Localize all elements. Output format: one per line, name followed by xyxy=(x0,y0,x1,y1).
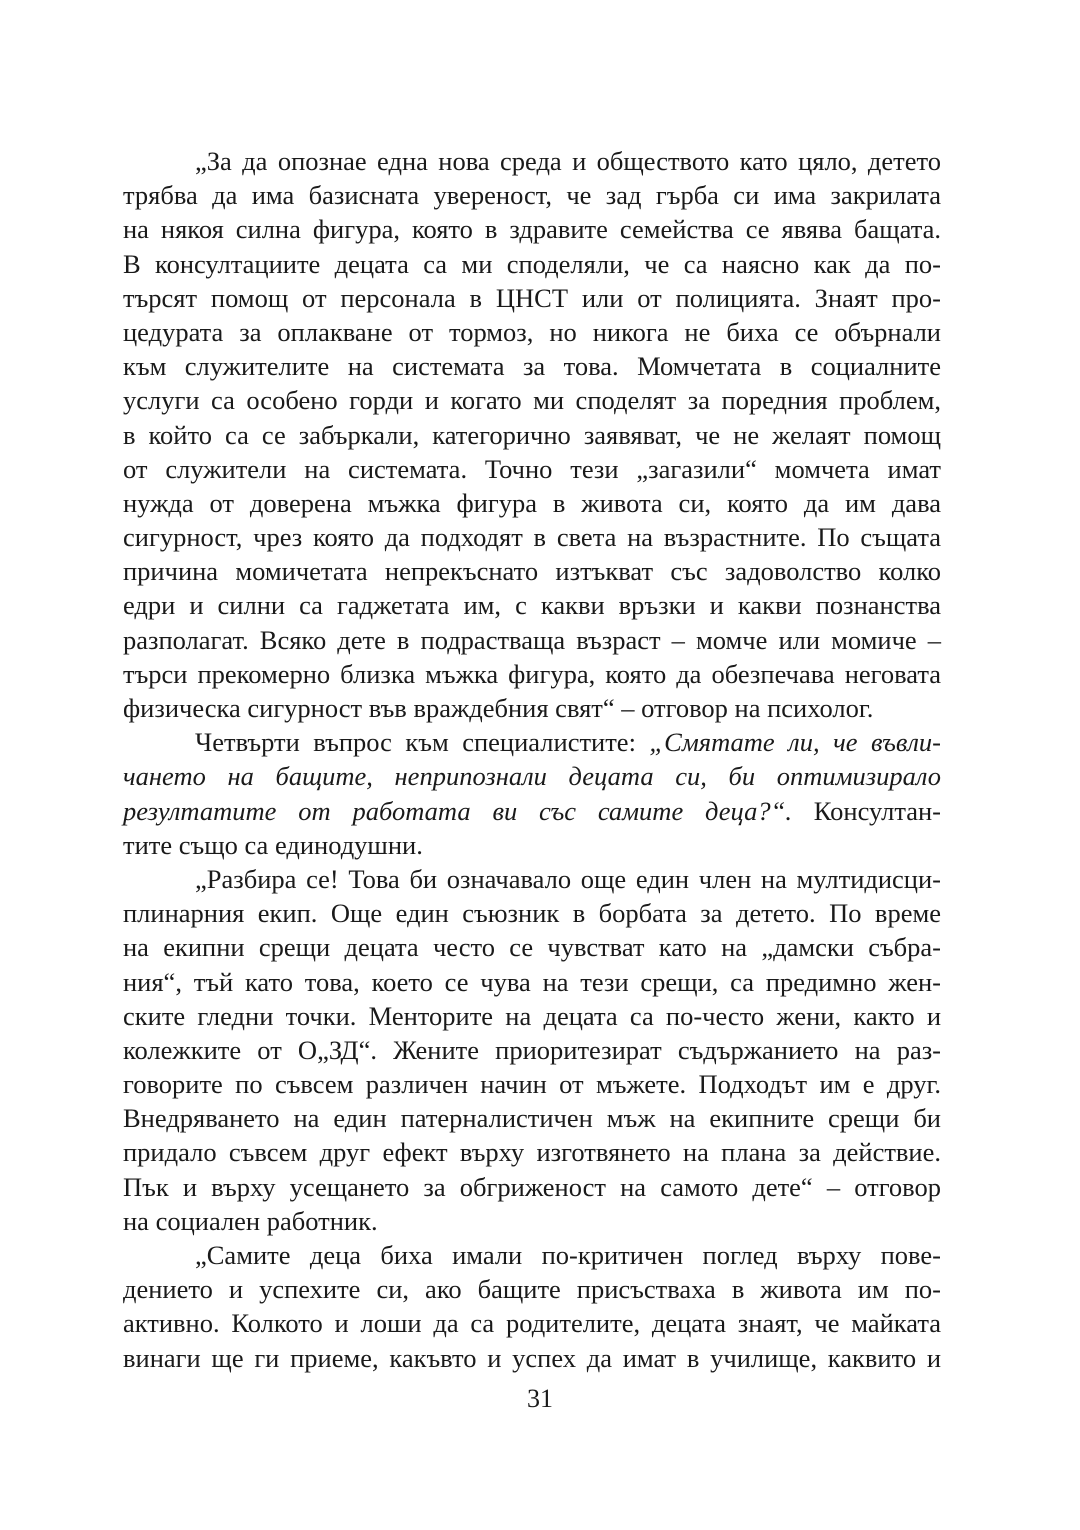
question-followup: Консултан- xyxy=(791,795,941,826)
page-number: 31 xyxy=(527,1384,553,1413)
text-line: едри и силни са гаджетата им, с какви връзки и какви познанства xyxy=(123,590,941,621)
text-line: В консултациите децата са ми споделяли, че са наясно как да по- xyxy=(123,248,941,279)
text-line: активно. Колкото и лоши да са родителите, децата знаят, че майката xyxy=(123,1308,941,1339)
text-line: физическа сигурност във враждебния свят“ – отговор на психолог. xyxy=(123,693,874,723)
text-line: говорите по съвсем различен начин от мъжете. Подходът им е друг. xyxy=(123,1069,941,1100)
text-line: цедурата за оплакване от тормоз, но никога не биха се обърнали xyxy=(123,316,941,347)
text-line: услуги са особено горди и когато ми споделят за поредния проблем, xyxy=(123,385,941,416)
text-line: плинарния екип. Още един съюзник в борбата за детето. По време xyxy=(123,898,941,929)
text-line: чането на бащите, неприпознали децата си, би оптимизирало xyxy=(123,761,941,792)
text-line: от служители на системата. Точно тези „загазили“ момчета имат xyxy=(123,453,941,484)
text-line: търсят помощ от персонала в ЦНСТ или от полицията. Знаят про- xyxy=(123,282,941,313)
text-line: причина момичетата непрекъснато изтъкват със задоволство колко xyxy=(123,556,941,587)
text-line: нужда от доверена мъжка фигура в живота си, която да им дава xyxy=(123,487,941,518)
question-intro: Четвърти въпрос към специалистите: xyxy=(195,727,650,758)
text-line: колежките от О„ЗД“. Жените приоритезират съдържанието на раз- xyxy=(123,1034,941,1065)
question-italic-end: резултатите от работата ви със самите деца?“. xyxy=(123,795,792,826)
text-line: винаги ще ги приеме, какъвто и успех да имат в училище, каквито и xyxy=(123,1342,941,1373)
text-line: „Разбира се! Това би означавало още един член на мултидисци- xyxy=(195,863,941,894)
text-line: търси прекомерно близка мъжка фигура, която да обезпечава неговата xyxy=(123,658,941,689)
text-line: на социален работник. xyxy=(123,1205,378,1236)
text-line: „За да опознае една нова среда и обществото като цяло, детето xyxy=(195,146,941,176)
question-italic: „Смятате ли, че въвли- xyxy=(649,727,941,758)
text-line: тите също са единодушни. xyxy=(123,829,423,860)
text-line: разполагат. Всяко дете в подрастваща възраст – момче или момиче – xyxy=(123,624,941,655)
text-line xyxy=(123,794,941,828)
text-line: към служителите на системата за това. Момчетата в социалните xyxy=(123,351,941,382)
text-line: в който са се забъркали, категорично заявяват, че не желаят помощ xyxy=(123,419,941,450)
text-line: на екипни срещи децата често се чувстват като на „дамски събра- xyxy=(123,932,941,963)
text-line: дението и успехите си, ако бащите присъстваха в живота им по- xyxy=(123,1274,941,1305)
text-line: Внедряването на един патерналистичен мъж на екипните срещи би xyxy=(123,1103,941,1134)
text-line: сигурност, чрез която да подходят в света на възрастните. По същата xyxy=(123,522,941,553)
text-line: Пък и върху усещането за обгриженост на самото дете“ – отговор xyxy=(123,1171,941,1202)
text-line: придало съвсем друг ефект върху изготвянето на плана за действие. xyxy=(123,1137,941,1168)
text-line xyxy=(123,725,941,759)
body-text xyxy=(123,144,941,1375)
text-line: трябва да има базисната увереност, че зад гърба си има закрилата xyxy=(123,180,941,211)
text-line: ния“, тъй като това, което се чува на тези срещи, са предимно жен- xyxy=(123,966,941,997)
text-line: „Самите деца биха имали по-критичен поглед върху пове- xyxy=(195,1240,941,1270)
text-line: ските гледни точки. Менторите на децата са по-често жени, както и xyxy=(123,1000,941,1031)
text-line: на някоя силна фигура, която в здравите семейства се явява бащата. xyxy=(123,214,941,245)
